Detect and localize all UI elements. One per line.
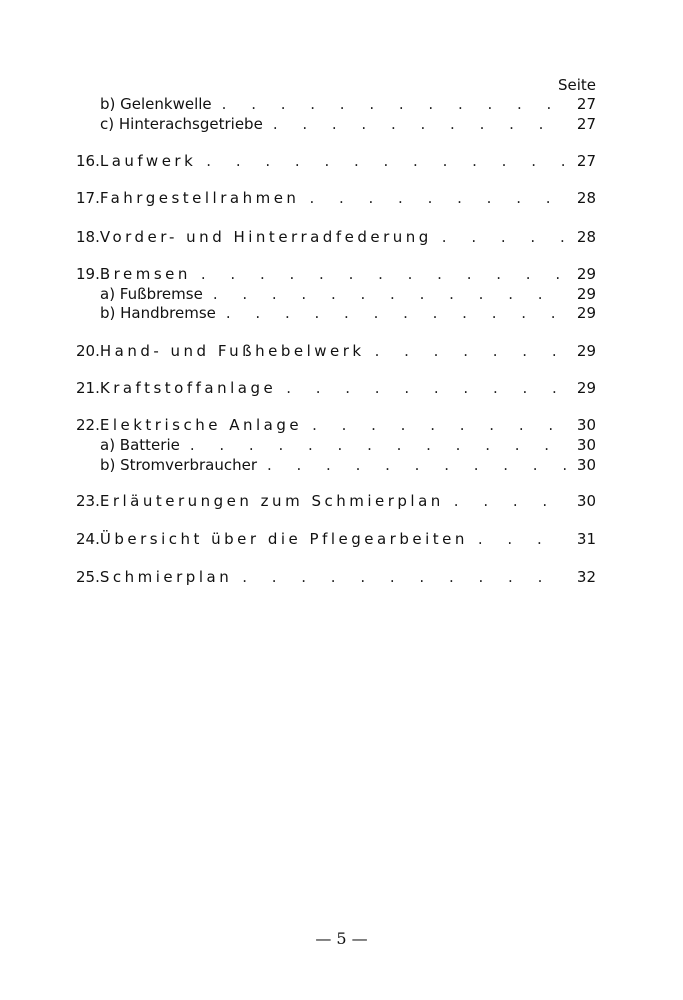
dot-leader — [442, 227, 566, 247]
entry-title: Erläuterungen zum Schmierplan — [99, 492, 444, 510]
entry-title: b) Gelenkwelle — [100, 95, 212, 113]
entry-page-number: 30 — [576, 436, 596, 454]
dot-leader — [286, 378, 566, 398]
entry-page-number: 29 — [576, 265, 596, 283]
entry-title: Schmierplan — [99, 568, 233, 586]
dot-leader — [213, 284, 566, 304]
entry-title: Elektrische Anlage — [99, 416, 303, 434]
entry-title: Vorder- und Hinterradfederung — [99, 228, 432, 246]
toc-subentry — [100, 455, 596, 475]
entry-title: Hand- und Fußhebelwerk — [99, 342, 365, 360]
dot-leader — [206, 151, 566, 171]
entry-page-number: 29 — [576, 342, 596, 360]
dot-leader — [478, 529, 566, 549]
toc-entry — [76, 151, 596, 171]
entry-page-number: 27 — [576, 95, 596, 113]
seite-column-header: Seite — [557, 76, 596, 94]
entry-title: b) Stromverbraucher — [100, 456, 257, 474]
entry-number: 25. — [76, 568, 100, 586]
entry-page-number: 28 — [576, 189, 596, 207]
entry-title: Übersicht über die Pflegearbeiten — [99, 530, 468, 548]
entry-number: 18. — [76, 228, 100, 246]
entry-title: a) Batterie — [100, 436, 180, 454]
toc-entry — [76, 491, 596, 511]
entry-title: Fahrgestellrahmen — [99, 189, 300, 207]
page-number-footer: — 5 — — [315, 929, 368, 948]
entry-page-number: 28 — [576, 228, 596, 246]
entry-number: 17. — [76, 189, 100, 207]
toc-entry — [76, 567, 596, 587]
entry-page-number: 27 — [576, 115, 596, 133]
entry-page-number: 30 — [576, 416, 596, 434]
entry-title: b) Handbremse — [100, 304, 216, 322]
dot-leader — [201, 264, 566, 284]
toc-entry — [76, 188, 596, 208]
dot-leader — [226, 303, 566, 323]
entry-page-number: 30 — [576, 492, 596, 510]
toc-subentry — [100, 94, 596, 114]
dot-leader — [190, 435, 566, 455]
dot-leader — [222, 94, 566, 114]
toc-entry — [76, 341, 596, 361]
toc-entry — [76, 378, 596, 398]
entry-number: 24. — [76, 530, 100, 548]
toc-entry — [76, 415, 596, 435]
entry-title: Laufwerk — [99, 152, 197, 170]
entry-title: c) Hinterachsgetriebe — [100, 115, 263, 133]
entry-number: 19. — [76, 265, 100, 283]
toc-subentry — [100, 303, 596, 323]
dot-leader — [273, 114, 566, 134]
entry-page-number: 32 — [576, 568, 596, 586]
toc-subentry — [100, 435, 596, 455]
toc-entry — [76, 529, 596, 549]
entry-number: 22. — [76, 416, 100, 434]
toc-subentry — [100, 284, 596, 304]
entry-page-number: 29 — [576, 285, 596, 303]
toc-entry — [76, 264, 596, 284]
toc-entry — [76, 227, 596, 247]
dot-leader — [312, 415, 566, 435]
entry-title: Bremsen — [99, 265, 191, 283]
entry-number: 20. — [76, 342, 100, 360]
entry-page-number: 30 — [576, 456, 596, 474]
entry-page-number: 29 — [576, 304, 596, 322]
entry-page-number: 29 — [576, 379, 596, 397]
dot-leader — [375, 341, 566, 361]
entry-page-number: 31 — [576, 530, 596, 548]
entry-number: 16. — [76, 152, 100, 170]
entry-page-number: 27 — [576, 152, 596, 170]
entry-title: Kraftstoffanlage — [99, 379, 277, 397]
dot-leader — [454, 491, 566, 511]
dot-leader — [267, 455, 566, 475]
toc-subentry — [100, 114, 596, 134]
entry-number: 21. — [76, 379, 100, 397]
entry-title: a) Fußbremse — [100, 285, 203, 303]
dot-leader — [242, 567, 566, 587]
dot-leader — [309, 188, 566, 208]
entry-number: 23. — [76, 492, 100, 510]
